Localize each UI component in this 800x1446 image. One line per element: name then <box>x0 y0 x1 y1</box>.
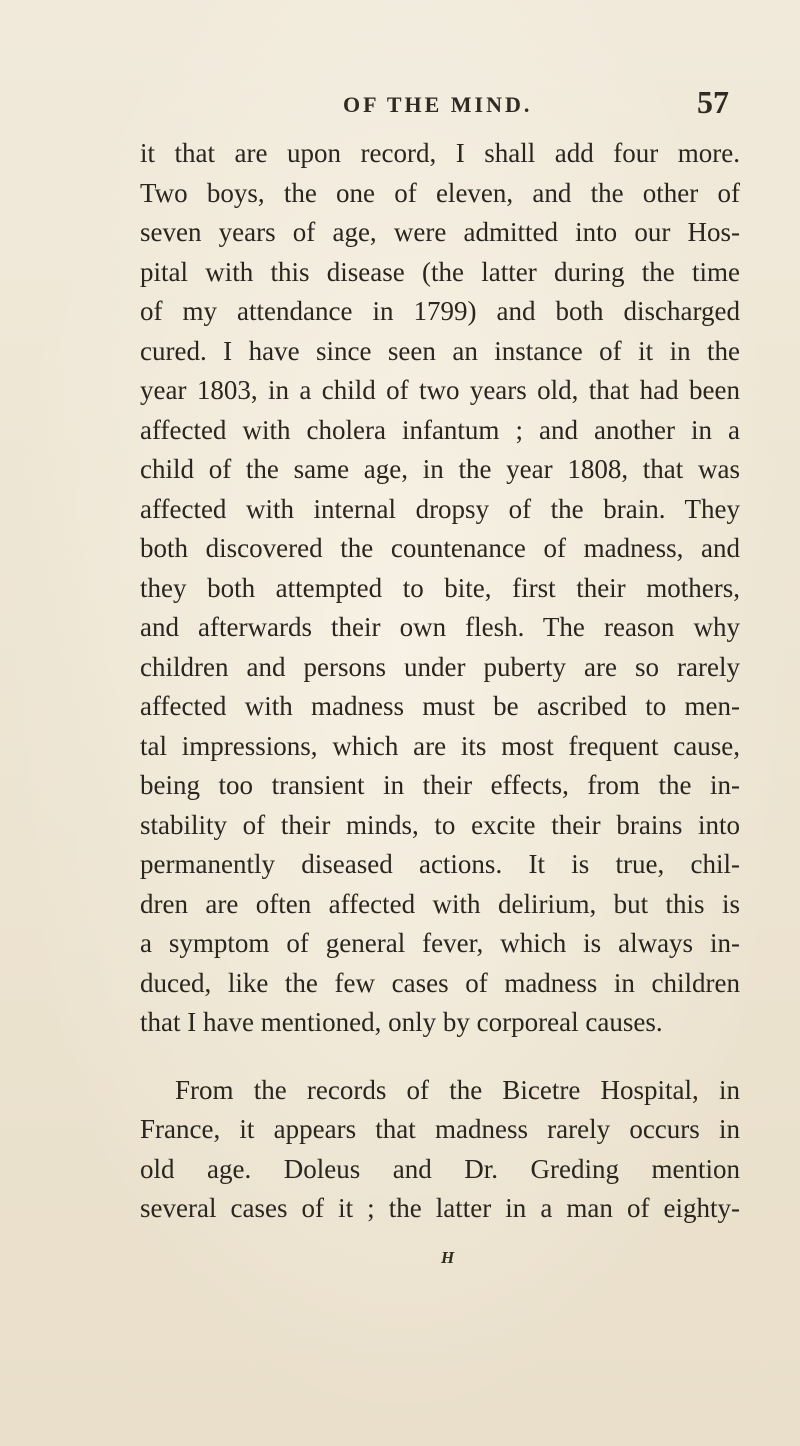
text-line: From the records of the Bicetre Hospital, in <box>175 1074 740 1105</box>
text-line: that I have mentioned, only by corporeal causes. <box>140 1007 663 1037</box>
running-title: OF THE MIND. <box>343 92 533 117</box>
text-line: and afterwards their own flesh. The reason why <box>140 612 740 642</box>
text-line: a symptom of general fever, which is always in- <box>140 928 740 958</box>
body-text <box>140 134 740 1229</box>
text-line: pital with this disease (the latter during the time <box>140 256 740 287</box>
text-line: of my attendance in 1799) and both discharged <box>140 296 740 326</box>
text-line: permanently diseased actions. It is true, chil- <box>140 849 740 879</box>
paragraph <box>140 134 740 1043</box>
text-line: old age. Doleus and Dr. Greding mention <box>140 1153 740 1184</box>
text-line: affected with madness must be ascribed to men- <box>140 691 740 721</box>
text-line: year 1803, in a child of two years old, that had been <box>140 375 740 405</box>
text-line: tal impressions, which are its most frequent cause, <box>140 730 740 761</box>
paragraph <box>140 1071 740 1229</box>
text-line: affected with cholera infantum ; and another in a <box>140 414 740 445</box>
paragraph-spacer <box>140 1043 740 1071</box>
text-line: both discovered the countenance of madness, and <box>140 533 740 563</box>
text-line: France, it appears that madness rarely occurs in <box>140 1114 740 1144</box>
text-line: affected with internal dropsy of the brain. They <box>140 493 740 524</box>
text-line: being too transient in their effects, from the in- <box>140 770 740 800</box>
text-line: it that are upon record, I shall add four more. <box>140 138 740 168</box>
text-line: child of the same age, in the year 1808, that was <box>140 454 740 484</box>
text-line: dren are often affected with delirium, but this is <box>140 888 740 919</box>
text-line: cured. I have since seen an instance of it in the <box>140 335 740 366</box>
text-line: seven years of age, were admitted into our Hos- <box>140 217 740 247</box>
signature-mark: H <box>441 1248 455 1267</box>
text-line: Two boys, the one of eleven, and the other of <box>140 177 740 208</box>
text-line: stability of their minds, to excite their brains into <box>140 809 740 840</box>
text-line: they both attempted to bite, first their mothers, <box>140 572 740 603</box>
text-line: duced, like the few cases of madness in children <box>140 967 740 998</box>
text-line: children and persons under puberty are so rarely <box>140 651 740 682</box>
running-header <box>0 86 800 126</box>
page-number: 57 <box>697 84 729 120</box>
text-line: several cases of it ; the latter in a man of eighty- <box>140 1193 740 1223</box>
